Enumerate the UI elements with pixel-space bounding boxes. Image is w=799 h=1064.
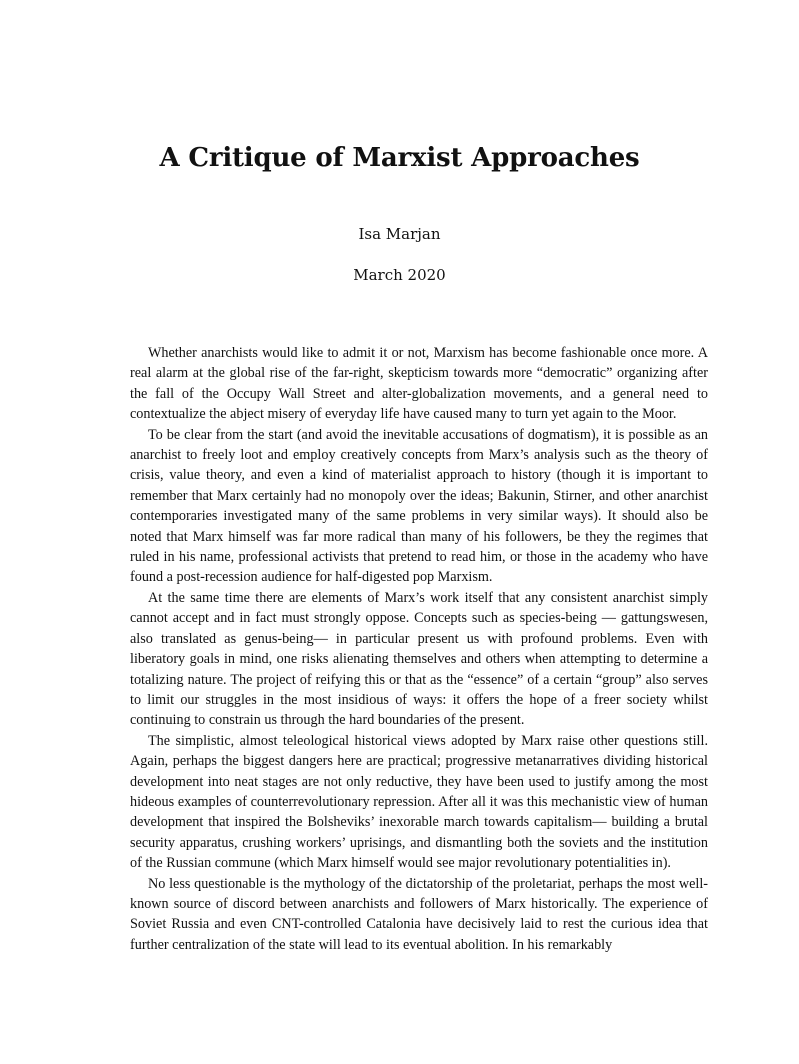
document-title: A Critique of Marxist Approaches: [159, 143, 640, 173]
paragraph: To be clear from the start (and avoid the inevitable accusations of dogmatism), it is possible as an anarchist to freely loot and employ creatively concepts from Marx’s analysis such as the theory of crisis, value theory, and even a kind of materialist approach to history (though it is important to remember that Marx certainly had no monopoly over the ideas; Bakunin, Stirner, and other anarchist contemporaries investigated many of the same problems in very similar ways). It should also be noted that Marx himself was far more radical than many of his followers, be they the regimes that ruled in his name, professional activists that pretend to read him, or those in the academy who have found a post-recession audience for half-digested pop Marxism.: [130, 426, 708, 586]
paragraph: The simplistic, almost teleological historical views adopted by Marx raise other questions still. Again, perhaps the biggest dangers here are practical; progressive metanarratives dividing historical development into neat stages are not only reductive, they have been used to justify among the most hideous examples of counterrevolutionary repression. After all it was this mechanistic view of human development that inspired the Bolsheviks’ inexorable march towards capitalism— building a brutal security apparatus, crushing workers’ uprisings, and dismantling both the soviets and the institution of the Russian commune (which Marx himself would see major revolutionary potentialities in).: [130, 732, 708, 872]
paragraph: Whether anarchists would like to admit it or not, Marxism has become fashionable once more. A real alarm at the global rise of the far-right, skepticism towards more “democratic” organizing after the fall of the Occupy Wall Street and alter-globalization movements, and a general need to contextualize the abject misery of everyday life have caused many to turn yet again to the Moor.: [130, 345, 708, 423]
paragraph: At the same time there are elements of Marx’s work itself that any consistent anarchist simply cannot accept and in fact must strongly oppose. Concepts such as species-being — gattungswesen, also translated as genus-being— in particular present us with profound problems. Even with liberatory goals in mind, one risks alienating themselves and others when attempting to determine a totalizing nature. The project of reifying this or that as the “essence” of a certain “group” also serves to limit our struggles in the most insidious of ways: it offers the hope of a freer society whilst continuing to constrain us through the hard boundaries of the present.: [130, 589, 708, 729]
document-body: [130, 343, 708, 955]
document-author: Isa Marjan: [358, 225, 441, 243]
document-date: March 2020: [353, 266, 446, 284]
paragraph: No less questionable is the mythology of the dictatorship of the proletariat, perhaps the most well-known source of discord between anarchists and followers of Marx historically. The experience of Soviet Russia and even CNT-controlled Catalonia have decisively laid to rest the curious idea that further centralization of the state will lead to its eventual abolition. In his remarkably: [130, 875, 708, 953]
